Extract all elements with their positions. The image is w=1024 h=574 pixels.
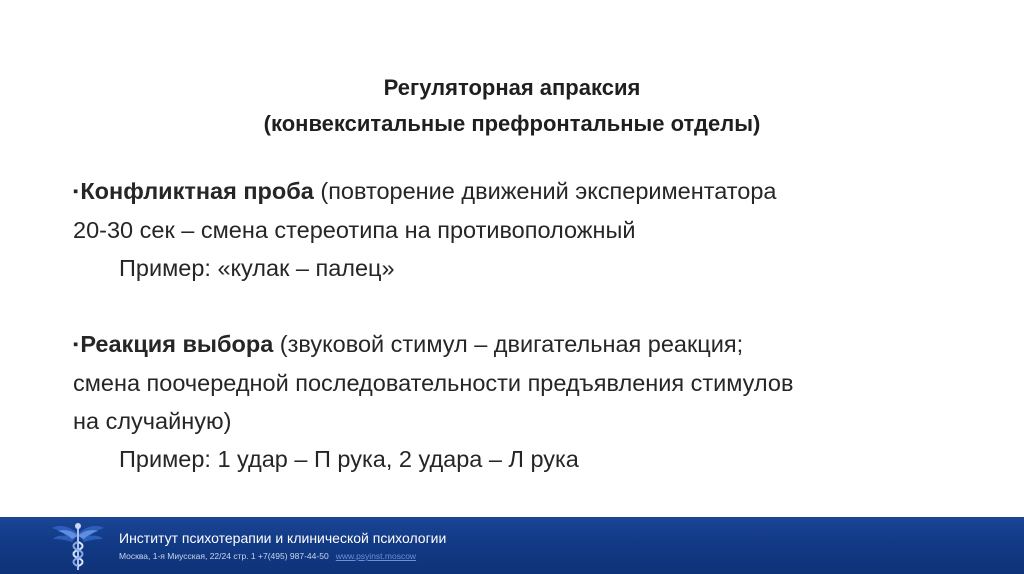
item-heading: Реакция выбора: [80, 331, 274, 357]
slide-title: [0, 70, 1024, 142]
footer-text: [119, 529, 446, 563]
item-description-cont: смена поочередной последовательности предъявления стимулов: [73, 370, 794, 396]
organization-name: Институт психотерапии и клинической психологии: [119, 530, 447, 546]
bullet-icon: ▪: [73, 183, 79, 200]
item-description: (звуковой стимул – двигательная реакция;: [273, 331, 744, 357]
title-line-2: (конвекситальные префронтальные отделы): [263, 111, 761, 136]
item-description-end: на случайную): [73, 408, 232, 434]
conflict-test-item: [73, 172, 973, 287]
caduceus-logo-icon: [48, 520, 108, 572]
address-text: Москва, 1-я Миусская, 22/24 стр. 1 +7(495) 987-44-50: [119, 551, 329, 561]
item-description: (повторение движений экспериментатора: [313, 178, 777, 204]
slide-content: [73, 172, 973, 478]
organization-address: [119, 549, 446, 563]
footer-bar: [0, 517, 1024, 574]
title-line-1: Регуляторная апраксия: [383, 75, 641, 100]
website-link[interactable]: www.psyinst.moscow: [335, 551, 417, 561]
choice-reaction-item: [73, 325, 973, 478]
item-description-cont: 20-30 сек – смена стереотипа на противоположный: [73, 217, 636, 243]
item-heading: Конфликтная проба: [80, 178, 314, 204]
bullet-icon: ▪: [73, 336, 79, 353]
item-example: Пример: 1 удар – П рука, 2 удара – Л рука: [119, 446, 579, 472]
item-example: Пример: «кулак – палец»: [119, 255, 395, 281]
